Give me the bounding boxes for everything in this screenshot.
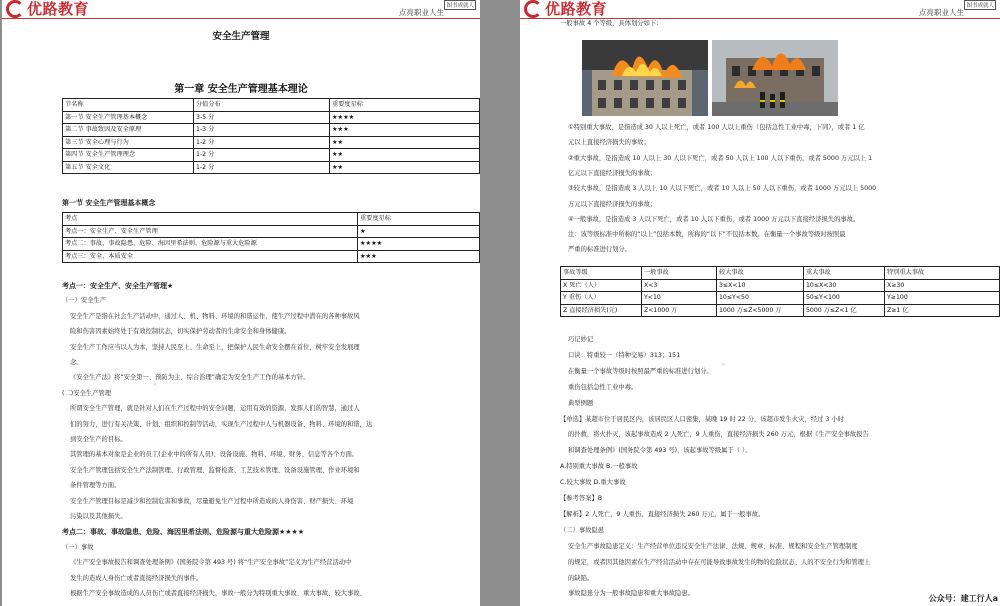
table-cell: ★★★★ <box>358 238 480 251</box>
table-cell: 考点三：安全、本质安全 <box>63 250 358 263</box>
table-header-cell: 事故等级 <box>561 267 642 280</box>
table-cell: 3-5 分 <box>194 111 330 124</box>
text-line: 念。 <box>70 359 83 366</box>
text-line: A.特别重大事故 B.一般事故 <box>560 463 638 471</box>
table-row <box>63 111 480 124</box>
brand-name: 优路教育 <box>27 0 90 18</box>
brand-logo-icon <box>524 0 542 18</box>
table-cell: 1-3 分 <box>194 124 330 137</box>
watermark: ✦ <box>149 378 161 391</box>
table-header-row <box>63 213 480 226</box>
table-header-cell: 重要度星标 <box>330 99 480 112</box>
text-line: 和调查处理条例》(国务院令第 493 号)，该起事故等级属于（ ）。 <box>568 447 752 455</box>
section-heading: 第一节 安全生产管理基本概念 <box>62 199 156 207</box>
table-row <box>63 250 480 263</box>
table-cell: Y 重伤（人） <box>561 292 642 305</box>
subheading-line: 考点一：安全生产、安全生产管理★ <box>62 282 174 290</box>
text-line: 条件管理等方面。 <box>70 482 121 490</box>
text-line: （一）安全生产 <box>62 297 107 305</box>
text-line: 注：该等级标准中所称的“以上”包括本数，所称的“以下”不包括本数。在衡量一个事故等级时按照最 <box>568 231 846 239</box>
text-line: 口诀：特重较一（特种交易）313；151 <box>568 351 681 359</box>
table-cell: 考点一：安全生产、安全生产管理 <box>63 225 358 238</box>
text-line: 《安全生产法》将“安全第一、预防为主、综合治理”确定为安全生产工作的基本方针。 <box>70 374 310 382</box>
text-line: 巧记妙记 <box>568 336 594 343</box>
table-cell: 10≤Y<50 <box>717 292 804 305</box>
text-line: 亿元以下直接经济损失的事故； <box>568 169 657 177</box>
text-line: 安全生产事故隐患定义：生产经营单位违反安全生产法律、法规、规章、标准、规程和安全生产管理制度 <box>568 542 858 550</box>
brand-logo <box>6 0 89 19</box>
text-line: 们的努力，进行有关决策、计划、组织和控制等活动，实现生产过程中人与机器设备、物料、环境的和谐，达 <box>70 420 373 428</box>
table-cell: 考点二：事故、事故隐患、危险、海因里希法则、危险源与重大危险源 <box>63 238 358 251</box>
table-cell: ★ <box>358 225 480 238</box>
text-line: 【解析】2 人死亡，9 人重伤，直接经济损失 260 万元，属于一般事故。 <box>560 510 765 518</box>
brand-slogan: 点亮职业人生 <box>399 8 444 17</box>
table-header-cell: 考点 <box>63 213 358 226</box>
text-line: 到安全生产的目标。 <box>70 436 127 443</box>
table-row <box>63 238 480 251</box>
table-row <box>63 124 480 137</box>
fire-building-photo-1 <box>582 40 708 116</box>
text-line: ①特别重大事故，是指造成 30 人以上死亡，或者 100 人以上重伤（包括急性工业中毒，下同），或者 1 亿 <box>568 124 865 131</box>
table-cell: Z<1000 万 <box>642 304 717 317</box>
table-header-cell: 较大事故 <box>717 267 804 280</box>
text-line: 事故隐患分为一般事故隐患和重大事故隐患。 <box>568 590 694 598</box>
table-cell: Y≥100 <box>885 292 1000 305</box>
page-header <box>520 0 1000 19</box>
text-line: 严重的标准进行划分。 <box>568 246 631 254</box>
text-line: 元以上直接经济损失的事故； <box>568 139 650 147</box>
exam-point-table <box>62 212 480 263</box>
table-cell: X<3 <box>642 279 717 292</box>
table-cell: X≥30 <box>885 279 1000 292</box>
text-line: ②重大事故，是指造成 10 人以上 30 人以下死亡，或者 50 人以上 100 人以下重伤，或者 5000 万元以上 1 <box>568 154 873 162</box>
table-header-cell: 重大事故 <box>804 267 885 280</box>
table-cell: 第一节 安全生产管理基本概念 <box>63 111 194 124</box>
brand-logo-icon <box>6 0 24 18</box>
table-cell: ★★ <box>330 136 480 149</box>
section-score-table <box>62 98 480 174</box>
book-badge: 图书成就人 <box>964 0 996 10</box>
table-header-row <box>63 99 480 112</box>
brand-slogan: 点亮职业人生 <box>919 8 964 17</box>
table-cell: 50≤Y<100 <box>804 292 885 305</box>
table-header-cell: 节名称 <box>63 99 194 112</box>
text-line: 安全生产是指在社会生产活动中，通过人、机、物料、环境的和谐运作，使生产过程中潜在的各种事故风 <box>70 312 360 320</box>
table-row <box>561 279 1000 292</box>
text-line: 的扑救，将火扑灭，该起事故造成 2 人死亡，9 人重伤，直接经济损失 260 万元，根据《生产安全事故报告 <box>568 431 869 439</box>
table-header-row <box>561 267 1000 280</box>
text-line: 的缺陷。 <box>568 574 594 582</box>
document-page-right <box>520 0 1000 606</box>
table-cell: ★★ <box>330 149 480 162</box>
table-cell: 1000 万≤Z<5000 万 <box>717 304 804 317</box>
text-line: （二）事故隐患 <box>560 526 605 534</box>
text-line: 重伤包括急性工业中毒。 <box>568 383 638 391</box>
chapter-title: 第一章 安全生产管理基本理论 <box>174 84 308 95</box>
table-cell: Z 直接经济损失(元) <box>561 304 642 317</box>
table-cell: Y<10 <box>642 292 717 305</box>
table-header-cell: 分值分布 <box>194 99 330 112</box>
table-cell: 1-2 分 <box>194 136 330 149</box>
table-row <box>63 149 480 162</box>
table-cell: 3≤X<10 <box>717 279 804 292</box>
page-header <box>2 0 480 19</box>
subheading-line: 考点二：事故、事故隐患、危险、海因里希法则、危险源与重大危险源★★★★ <box>62 528 305 537</box>
text-line: 典型例题 <box>568 399 594 407</box>
text-line: 在衡量一个事故等级时按照最严重的标准进行划分。 <box>568 367 713 375</box>
table-row <box>63 161 480 174</box>
watermark: ✦ <box>717 358 729 371</box>
text-line: ④一般事故，是指造成 3 人以下死亡，或者 10 人以下重伤，或者 1000 万元以下直接经济损失的事故。 <box>568 215 860 223</box>
fire-building-photo-2 <box>712 40 838 116</box>
text-line: 安全生产管理目标是减少和控制危害和事故，尽量避免生产过程中所造成的人身伤害、财产损失、环境 <box>70 497 354 505</box>
table-cell: Z≥1 亿 <box>885 304 1000 317</box>
table-row <box>561 304 1000 317</box>
text-line: 的规定，或者因其他因素在生产经营活动中存在可能导致事故发生的物的危险状态、人的不安全行为和管理上 <box>568 558 871 566</box>
table-cell: 10≤X<30 <box>804 279 885 292</box>
table-cell: ★★ <box>330 161 480 174</box>
text-line: 《生产安全事故报告和调查处理条例》(国务院令第 493 号) 将“生产安全事故”定义为生产经营活动中 <box>70 559 352 567</box>
brand-logo <box>524 0 607 19</box>
table-cell: X 死亡（人） <box>561 279 642 292</box>
text-line: 根据生产安全事故造成的人员伤亡或者直接经济损失，事故一般分为特别重大事故、重大事故、较大事故、 <box>70 590 366 597</box>
table-row <box>63 136 480 149</box>
text-line: 安全生产工作应当以人为本，坚持人民至上、生命至上，把保护人民生命安全摆在首位，树牢安全发展理 <box>70 343 360 351</box>
text-line: 所谓安全生产管理，就是针对人们在生产过程中的安全问题，运用有效的资源，发挥人们的智慧，通过人 <box>70 405 360 413</box>
table-cell: 第四节 安全生产管理理念 <box>63 149 194 162</box>
book-badge: 图书成就人 <box>444 0 476 10</box>
document-page-left <box>2 0 480 606</box>
intro-text: 一般事故 4 个等级，具体划分如下： <box>560 20 663 27</box>
table-cell: 1-2 分 <box>194 161 330 174</box>
text-line: 发生的造成人身伤亡或者直接经济损失的事件。 <box>70 574 203 582</box>
text-line: 安全生产管理包括安全生产法制管理、行政管理、监督检查、工艺技术管理、设备设施管理、作业环境和 <box>70 466 360 474</box>
text-line: 【参考答案】B <box>560 495 603 502</box>
table-row <box>63 225 480 238</box>
document-title: 安全生产管理 <box>212 31 270 42</box>
table-cell: ★★★ <box>358 250 480 263</box>
text-line: ③较大事故，是指造成 3 人以上 10 人以下死亡，或者 10 人以上 50 人以下重伤，或者 1000 万元以上 5000 <box>568 185 877 193</box>
table-header-cell: 重要度星标 <box>358 213 480 226</box>
footer-account: 公众号：建工行人a <box>928 594 998 603</box>
text-line: 其管理的基本对象是企业的员工(企业中的所有人员)、设备设施、物料、环境、财务、信息等各个方面。 <box>70 451 359 459</box>
table-cell: 5000 万≤Z<1 亿 <box>804 304 885 317</box>
brand-name: 优路教育 <box>545 0 608 18</box>
text-line: (二)安全生产管理 <box>62 389 111 397</box>
table-cell: 第三节 安全心理与行为 <box>63 136 194 149</box>
accident-level-table <box>560 266 1000 317</box>
table-row <box>561 292 1000 305</box>
table-cell: 1-2 分 <box>194 149 330 162</box>
table-cell: 第二节 事故致因及安全原理 <box>63 124 194 137</box>
text-line: 险和伤害因素始终处于有效控制状态，切实保护劳动者的生命安全和身体健康。 <box>70 328 291 336</box>
table-cell: 第五节 安全文化 <box>63 161 194 174</box>
text-line: 【单选】某超市位于居民区内，该居民区人口密集，某晚 19 时 22 分，该超市发生火灾，经过 3 小时 <box>560 415 844 423</box>
text-line: （一）事故 <box>62 543 94 551</box>
table-header-cell: 一般事故 <box>642 267 717 280</box>
text-line: 万元以下直接经济损失的事故； <box>568 200 657 208</box>
table-cell: ★★★★ <box>330 111 480 124</box>
text-line: 污染以及其他损失。 <box>70 513 127 520</box>
text-line: C.较大事故 D.重大事故 <box>560 479 626 487</box>
table-cell: ★★★ <box>330 124 480 137</box>
table-header-cell: 特别重大事故 <box>885 267 1000 280</box>
